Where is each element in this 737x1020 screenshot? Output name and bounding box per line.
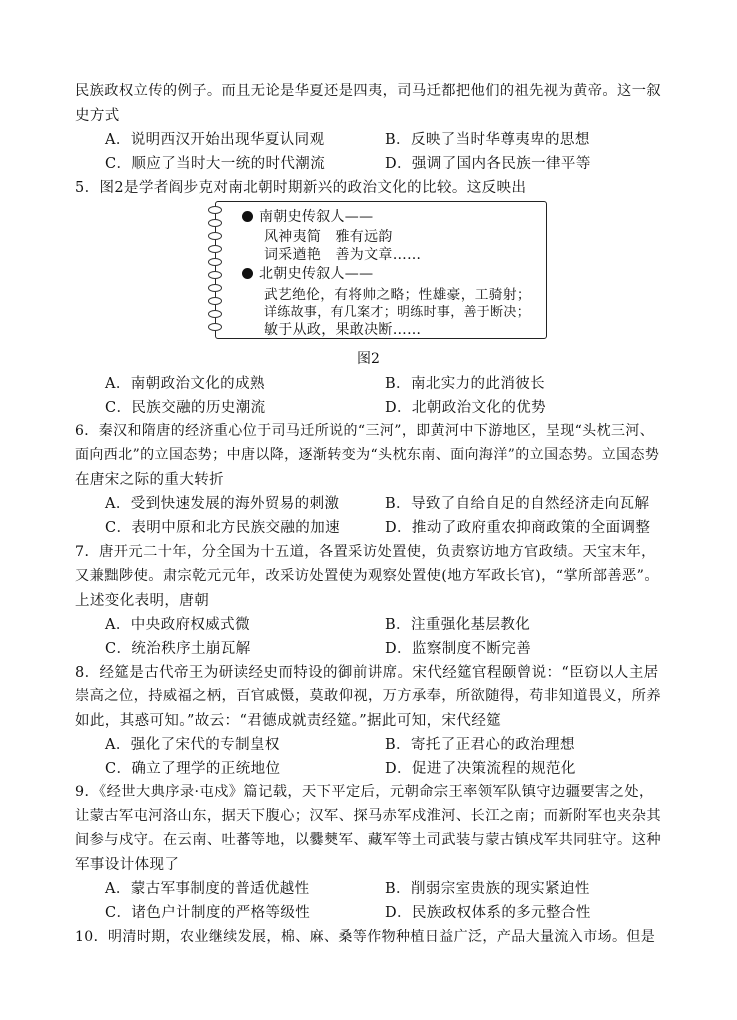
q9-option-d: D．民族政权体系的多元整合性 bbox=[385, 905, 591, 921]
q8-option-c: C．确立了理学的正统地位 bbox=[105, 761, 281, 777]
q6-option-b: B．导致了自给自足的自然经济走向瓦解 bbox=[385, 496, 650, 512]
ring-icon bbox=[208, 310, 222, 318]
q7-option-d: D．监察制度不断完善 bbox=[385, 641, 532, 657]
q7-option-c: C．统治秩序土崩瓦解 bbox=[105, 641, 251, 657]
q7-option-a: A．中央政府权威式微 bbox=[105, 617, 250, 633]
q6-line-1: 6．秦汉和隋唐的经济重心位于司马迁所说的“三河”，即黄河中下游地区，呈现“头枕三河、 bbox=[75, 423, 655, 439]
q4-option-c: C．顺应了当时大一统的时代潮流 bbox=[105, 156, 326, 172]
ring-icon bbox=[208, 245, 222, 253]
q7-line-2: 又兼黜陟使。肃宗乾元元年，改采访处置使为观察处置使(地方军政长官)，“掌所部善恶”。 bbox=[75, 568, 659, 584]
ring-icon bbox=[208, 219, 222, 227]
bullet-icon bbox=[242, 268, 253, 279]
q5-option-c: C．民族交融的历史潮流 bbox=[105, 400, 266, 416]
q8-option-b: B．寄托了正君心的政治理想 bbox=[385, 737, 575, 753]
q4-option-b: B．反映了当时华尊夷卑的思想 bbox=[385, 132, 590, 148]
q7-line-3: 上述变化表明，唐朝 bbox=[75, 593, 210, 609]
figure-2-notebook bbox=[215, 201, 547, 339]
ring-icon bbox=[208, 271, 222, 279]
q7-line-1: 7．唐开元二十年，分全国为十五道，各置采访处置使，负责察访地方官政绩。天宝末年， bbox=[75, 544, 656, 560]
q6-option-c: C．表明中原和北方民族交融的加速 bbox=[105, 520, 340, 536]
north-title: 北朝史传叙人—— bbox=[259, 266, 374, 282]
intro-line-2: 史方式 bbox=[75, 108, 120, 124]
q8-option-a: A．强化了宋代的专制皇权 bbox=[105, 737, 280, 753]
q6-line-2: 面向西北”的立国态势；中唐以降，逐渐转变为“头枕东南、面向海洋”的立国态势。立国态势 bbox=[75, 447, 660, 463]
q9-option-b: B．削弱宗室贵族的现实紧迫性 bbox=[385, 881, 590, 897]
q9-line-4: 军事设计体现了 bbox=[75, 857, 180, 873]
notebook-spiral-rings bbox=[208, 206, 224, 334]
q6-option-a: A．受到快速发展的海外贸易的刺激 bbox=[105, 496, 340, 512]
q10-line-1: 10．明清时期，农业继续发展，棉、麻、桑等作物种植日益广泛，产品大量流入市场。但是 bbox=[75, 929, 656, 945]
q8-line-2: 崇高之位，持威福之柄，百官戚慑，莫敢仰视，万方承奉，所欲随得，苟非知道畏义，所养 bbox=[75, 688, 662, 704]
q8-option-d: D．促进了决策流程的规范化 bbox=[385, 761, 576, 777]
q9-line-2: 让蒙古军屯河洛山东，据天下腹心；汉军、探马赤军戍淮河、长江之南；而新附军也夹杂其 bbox=[75, 808, 662, 824]
south-heading bbox=[242, 206, 373, 226]
q9-line-3: 间参与戍守。在云南、吐蕃等地，以爨僰军、藏军等土司武装与蒙古镇戍军共同驻守。这种 bbox=[75, 832, 662, 848]
north-line-1: 武艺绝伦，有将帅之略；性雄豪，工骑射； bbox=[264, 287, 531, 303]
ring-icon bbox=[208, 232, 222, 240]
q9-option-a: A．蒙古军事制度的普适优越性 bbox=[105, 881, 310, 897]
q5-option-a: A．南朝政治文化的成熟 bbox=[105, 376, 265, 392]
q5-stem: 5．图2是学者阎步克对南北朝时期新兴的政治文化的比较。这反映出 bbox=[75, 180, 527, 196]
bullet-icon bbox=[242, 211, 253, 222]
q8-line-3: 如此，其惑可知。”故云：“君德成就责经筵。”据此可知，宋代经筵 bbox=[75, 713, 502, 729]
q5-option-b: B．南北实力的此消彼长 bbox=[385, 376, 546, 392]
figure-caption: 图2 bbox=[357, 351, 380, 367]
ring-icon bbox=[208, 258, 222, 266]
q4-option-d: D．强调了国内各民族一律平等 bbox=[385, 156, 591, 172]
q8-line-1: 8．经筵是古代帝王为研读经史而特设的御前讲席。宋代经筵官程颐曾说：“臣窃以人主居 bbox=[75, 665, 659, 681]
intro-line-1: 民族政权立传的例子。而且无论是华夏还是四夷，司马迁都把他们的祖先视为黄帝。这一叙 bbox=[75, 83, 662, 99]
ring-icon bbox=[208, 297, 222, 305]
ring-icon bbox=[208, 284, 222, 292]
ring-icon bbox=[208, 323, 222, 331]
q5-option-d: D．北朝政治文化的优势 bbox=[385, 400, 547, 416]
north-line-2: 详练故事，有几案才；明练时事，善于断决； bbox=[264, 305, 531, 320]
q6-line-3: 在唐宋之际的重大转折 bbox=[75, 472, 224, 488]
q7-option-b: B．注重强化基层教化 bbox=[385, 617, 531, 633]
south-line-2: 词采遒艳 善为文章…… bbox=[264, 247, 422, 263]
south-title: 南朝史传叙人—— bbox=[259, 209, 374, 225]
south-line-1: 风神夷简 雅有远韵 bbox=[264, 229, 393, 245]
q4-option-a: A．说明西汉开始出现华夏认同观 bbox=[105, 132, 325, 148]
north-heading bbox=[242, 263, 373, 283]
north-line-3: 敏于从政，果敢决断…… bbox=[264, 322, 422, 338]
q9-line-1: 9．《经世大典序录·屯戍》篇记载，天下平定后，元朝命宗王率领军队镇守边疆要害之处， bbox=[75, 784, 654, 800]
q9-option-c: C．诸色户计制度的严格等级性 bbox=[105, 905, 311, 921]
ring-icon bbox=[208, 206, 222, 214]
q6-option-d: D．推动了政府重农抑商政策的全面调整 bbox=[385, 520, 651, 536]
